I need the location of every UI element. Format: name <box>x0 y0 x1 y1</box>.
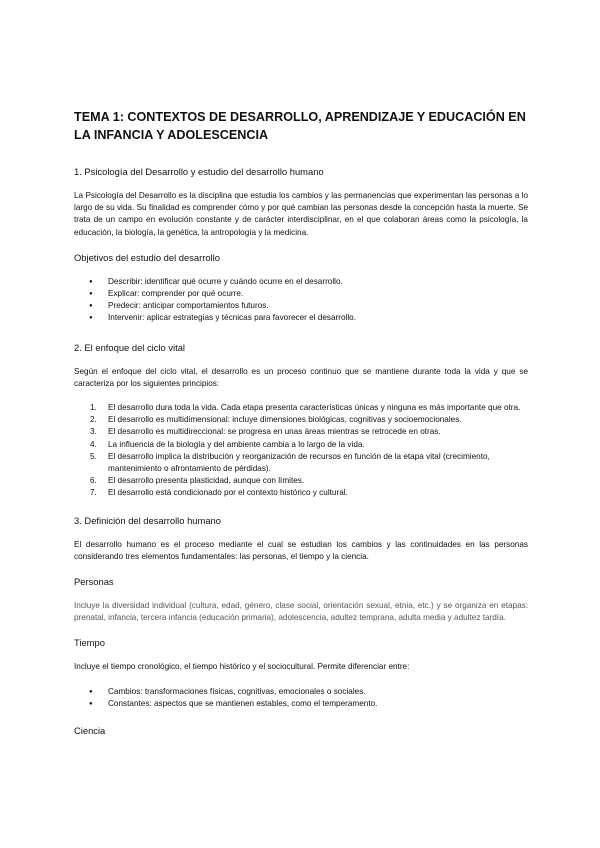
list-text: El desarrollo es multidireccional: se progresa en unas áreas mientras se retrocede en otras. <box>108 427 441 437</box>
list-item <box>74 475 528 487</box>
section3-heading: 3. Definición del desarrollo humano <box>74 514 221 526</box>
section2-paragraph: Según el enfoque del ciclo vital, el desarrollo es un proceso continuo que se mantiene durante toda la vida y que se caracteriza por los siguientes principios: <box>74 366 528 388</box>
list-item: ● Constantes: aspectos que se mantienen estables, como el temperamento. <box>74 698 528 710</box>
tiempo-list <box>74 686 528 710</box>
section1-heading: 1. Psicología del Desarrollo y estudio del desarrollo humano <box>74 166 324 177</box>
list-number: 3. <box>90 427 97 437</box>
list-item <box>74 439 528 451</box>
section1-paragraph: La Psicología del Desarrollo es la disciplina que estudia los cambios y las permanencias que experimentan las personas a lo largo de su vida. Su finalidad es comprender cómo y por qué cambian las personas desde la concepción hasta la muerte. Se trata de un campo en evolución constante y de carácter interdisciplinar, en el que colaboran áreas como la psicología, la educación, la biología, la genética, la antropología y la medicina. <box>74 191 528 237</box>
list-item: ● Predecir: anticipar comportamientos futuros. <box>74 300 528 312</box>
principles-list <box>74 402 528 500</box>
objectives-heading: Objetivos del estudio del desarrollo <box>74 251 220 263</box>
objectives-list <box>74 276 528 325</box>
tiempo-heading: Tiempo <box>74 637 105 649</box>
list-number: 4. <box>90 439 97 449</box>
list-item <box>74 487 528 499</box>
list-number: 6. <box>90 476 97 486</box>
personas-heading: Personas <box>74 576 114 588</box>
list-number: 1. <box>90 403 97 413</box>
list-text: La influencia de la biología y del ambiente cambia a lo largo de la vida. <box>108 439 365 449</box>
document-title: TEMA 1: CONTEXTOS DE DESARROLLO, APRENDIZAJE Y EDUCACIÓN EN LA INFANCIA Y ADOLESCENCIA <box>74 110 526 142</box>
ciencia-heading: Ciencia <box>74 725 106 737</box>
list-item <box>74 426 528 438</box>
list-item <box>74 402 528 414</box>
section3-paragraph: El desarrollo humano es el proceso mediante el cual se estudian los cambios y las continuidades en las personas considerando tres elementos fundamentales: las personas, el tiempo y la ciencia. <box>74 539 528 561</box>
list-number: 2. <box>90 415 97 425</box>
list-number: 5. <box>90 451 97 461</box>
list-number: 7. <box>90 488 97 498</box>
list-text: El desarrollo implica la distribución y reorganización de recursos en función de la etapa vital (crecimiento, mantenimiento o afrontamiento de pérdidas). <box>108 451 490 474</box>
personas-paragraph: Incluye la diversidad individual (cultura, edad, género, clase social, orientación sexual, etnia, etc.) y se organiza en etapas: prenatal, infancia, tercera infancia (educación primaria), adolescencia, adultez temprana, adulta media y adultez tardía. <box>74 601 528 623</box>
list-item <box>74 414 528 426</box>
list-item: ● Intervenir: aplicar estrategias y técnicas para favorecer el desarrollo. <box>74 312 528 324</box>
list-text: El desarrollo presenta plasticidad, aunque con límites. <box>108 476 305 486</box>
list-text: El desarrollo dura toda la vida. Cada etapa presenta características únicas y ninguna es más importante que otra. <box>108 403 521 413</box>
list-item: ● Explicar: comprender por qué ocurre. <box>74 288 528 300</box>
section2-heading: 2. El enfoque del ciclo vital <box>74 341 186 353</box>
list-item <box>74 451 528 475</box>
list-item: ● Cambios: transformaciones físicas, cognitivas, emocionales o sociales. <box>74 686 528 698</box>
list-text: El desarrollo es multidimensional: incluye dimensiones biológicas, cognitivas y socioemocionales. <box>108 415 462 425</box>
list-text: El desarrollo está condicionado por el contexto histórico y cultural. <box>108 488 348 498</box>
tiempo-paragraph: Incluye el tiempo cronológico, el tiempo histórico y el sociocultural. Permite diferenciar entre: <box>74 662 410 672</box>
list-item: ● Describir: identificar qué ocurre y cuándo ocurre en el desarrollo. <box>74 276 528 288</box>
